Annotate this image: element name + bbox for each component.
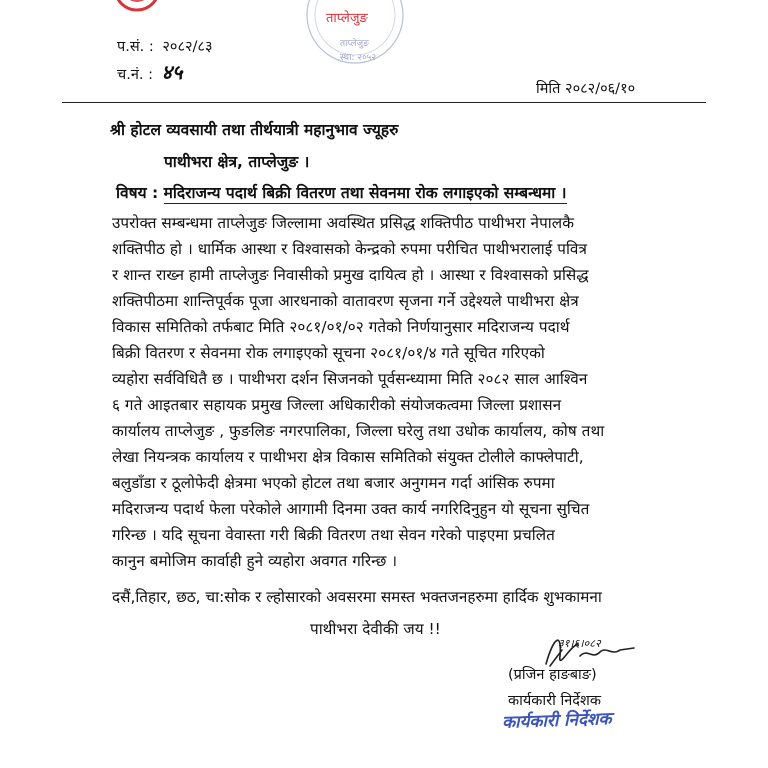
body-line: व्यहोरा सर्वविधितै छ । पाथीभरा दर्शन सिजनको पूर्वसन्ध्यामा मिति २०८२ साल आश्विन [112,370,588,388]
stamp-title: ताप्लेजुङ [326,11,368,26]
signature-date: ३१।६।०८२ [558,637,601,650]
stamp-faint-year: स्था: २०५२ [340,53,377,63]
body-line: शक्तिपीठ हो । धार्मिक आस्था र विश्वासको केन्द्रको रुपमा परीचित पाथीभरालाई पवित्र [112,240,587,258]
body-line: ६ गते आइतबार सहायक प्रमुख जिल्ला अधिकारीको संयोजकत्वमा जिल्ला प्रशासन [112,396,562,414]
body-line: उपरोक्त सम्बन्धमा ताप्लेजुङ जिल्लामा अवस्थित प्रसिद्ध शक्तिपीठ पाथीभरा नेपालकै [112,214,575,232]
body-line: कार्यालय ताप्लेजुङ , फुङलिङ नगरपालिका, जिल्ला घरेलु तथा उधोक कार्यालय, कोष तथा [112,422,605,440]
recipient-place: पाथीभरा क्षेत्र, ताप्लेजुङ । [164,153,310,171]
body-line: शक्तिपीठमा शान्तिपूर्वक पूजा आरधनाको वातावरण सृजना गर्ने उद्देश्यले पाथीभरा क्षेत्र [112,292,579,310]
letterhead-logo [112,0,162,18]
body-line: विकास समितिको तर्फबाट मिति २०८१/०१/०२ गतेको निर्णयानुसार मदिराजन्य पदार्थ [112,318,570,336]
ps-value: २०८२/८३ [162,39,213,55]
body-line: मदिराजन्य पदार्थ फेला परेकोले आगामी दिनमा उक्त कार्य नगरिदिनुहुन यो सूचना सुचित [112,500,590,518]
cn-reference [117,58,182,85]
ps-reference [117,36,213,56]
cn-label: च.नं. : [117,67,153,83]
body-line: गरिन्छ । यदि सूचना वेवास्ता गरी बिक्री वितरण तथा सेवन गरेको पाइएमा प्रचलित [112,526,555,544]
subject-text: मदिराजन्य पदार्थ बिक्री वितरण तथा सेवनमा रोक लगाइएको सम्बन्धमा । [163,184,567,202]
body-line: र शान्त राख्न हामी ताप्लेजुङ निवासीको प्रमुख दायित्व हो । आस्था र विश्वासको प्रसिद्ध [112,266,589,284]
letter-date: मिति २०८२/०६/१० [536,81,636,97]
signatory-title: कार्यकारी निर्देशक [508,693,601,709]
signatory-name: (प्रजिन हाङबाङ) [508,667,597,683]
body-line: कानुन बमोजिम कार्वाही हुने व्यहोरा अवगत गरिन्छ । [112,552,398,570]
ps-label: प.सं. : [117,39,154,55]
body-line: लेखा नियन्त्रक कार्यालय र पाथीभरा क्षेत्र विकास समितिको संयुक्त टोलीले काफ्लेपाटी, [112,448,584,466]
official-stamp-title: कार्यकारी निर्देशक [501,709,612,733]
recipient-line: श्री होटल व्यवसायी तथा तीर्थयात्री महानुभाव ज्यूहरु [110,121,399,139]
letterhead-seal [300,0,410,70]
stamp-faint-text: ताप्लेजुङ [340,39,369,49]
body-line: बलुडाँडा र ठूलोफेदी क्षेत्रमा भएको होटल तथा बजार अनुगमन गर्दा आंसिक रुपमा [112,474,555,492]
closing-slogan: पाथीभरा देवीकी जय !! [310,620,441,638]
body-line: बिक्री वितरण र सेवनमा रोक लगाइएको सूचना २०८१/०१/४ गते सूचित गरिएको [112,344,545,362]
cn-value: ४५ [161,60,183,84]
subject-label: विषय : [116,184,159,202]
header-divider [62,102,706,103]
subject-line [116,181,567,203]
festival-wishes: दसैं,तिहार, छठ, चा:सोक र ल्होसारको अवसरमा समस्त भक्तजनहरुमा हार्दिक शुभकामना [112,588,602,606]
